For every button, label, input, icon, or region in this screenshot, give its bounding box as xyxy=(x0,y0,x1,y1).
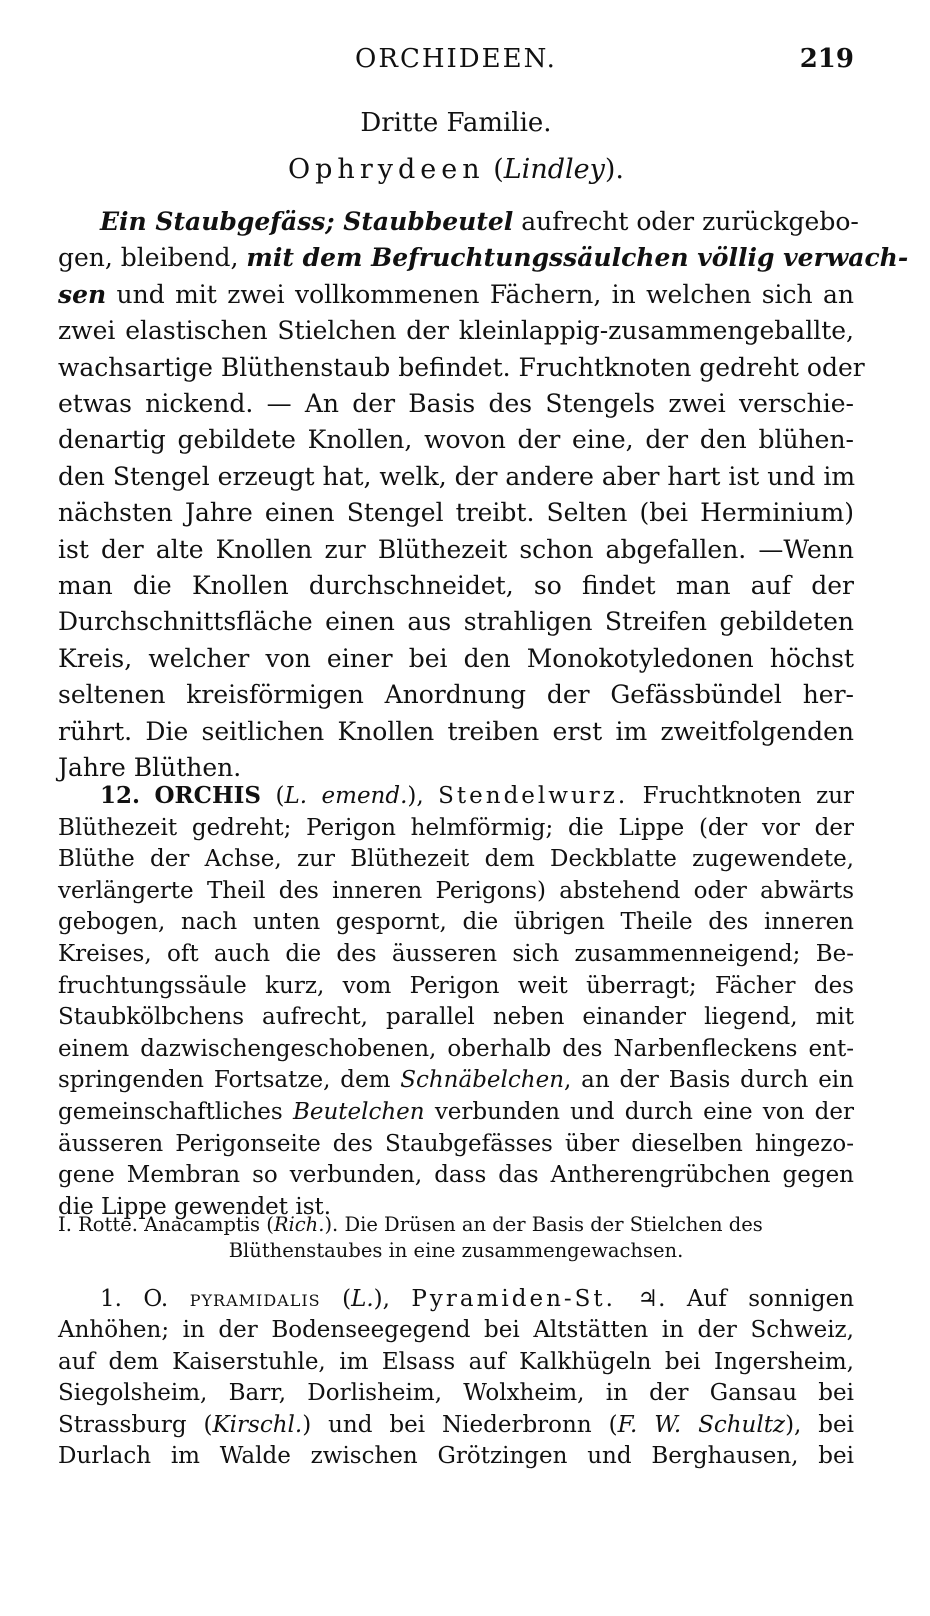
text-line: Blüthe der Achse, zur Blüthezeit dem Deckblatte zugewendete, xyxy=(58,846,854,873)
text-line: Kreis, welcher von einer bei den Monokotyledonen höchst xyxy=(58,643,854,673)
text-line: auf dem Kaiserstuhle, im Elsass auf Kalkhügeln bei Ingersheim, xyxy=(58,1348,854,1375)
text-line: Ein Staubgefäss; Staubbeutel aufrecht oder zurückgebo- xyxy=(100,207,859,236)
text-line: Durchschnittsfläche einen aus strahligen Streifen gebildeten xyxy=(58,607,854,637)
text-line: denartig gebildete Knollen, wovon der eine, der den blühen- xyxy=(58,425,854,455)
text-line: nächsten Jahre einen Stengel treibt. Selten (bei Herminium) xyxy=(58,498,854,528)
genus-vernacular: Stendelwurz. xyxy=(438,783,629,809)
text-line: Jahre Blüthen. xyxy=(58,753,242,783)
text-line: Blüthezeit gedreht; Perigon helmförmig; die Lippe (der vor der xyxy=(58,814,854,841)
text-line: gene Membran so verbunden, dass das Antherengrübchen gegen xyxy=(58,1162,854,1189)
text-line: verlängerte Theil des inneren Perigons) abstehend oder abwärts xyxy=(58,877,854,904)
text-line: die Lippe gewendet ist. xyxy=(58,1193,332,1220)
text-line: Durlach im Walde zwischen Grötzingen und Berghausen, bei xyxy=(58,1443,854,1470)
genus-authority: L. emend. xyxy=(284,783,408,809)
page-header xyxy=(58,44,854,84)
page-number: 219 xyxy=(799,44,854,74)
species-epithet: pyramidalis xyxy=(189,1286,321,1312)
text-line: gen, bleibend, mit dem Befruchtungssäulchen völlig verwach- xyxy=(58,243,909,273)
species-authority: L. xyxy=(351,1286,374,1312)
text-line: etwas nickend. — An der Basis des Stengels zwei verschie- xyxy=(58,389,854,419)
text-line: ist der alte Knollen zur Blüthezeit schon abgefallen. —Wenn xyxy=(58,534,854,564)
text-line: springenden Fortsatze, dem Schnäbelchen, an der Basis durch ein xyxy=(58,1067,854,1094)
text-line: den Stengel erzeugt hat, welk, der andere aber hart ist und im xyxy=(58,461,856,491)
rotte-line: I. Rotte. Anacamptis (Rich.). Die Drüsen an der Basis der Stielchen des xyxy=(58,1213,763,1236)
genus-heading-line: 12. ORCHIS (L. emend.), Stendelwurz. Fruchtknoten zur xyxy=(100,782,855,809)
running-title: ORCHIDEEN. xyxy=(355,44,557,74)
perennial-symbol: ♃. xyxy=(637,1286,666,1312)
text-line: zwei elastischen Stielchen der kleinlappig-zusammengeballte, xyxy=(58,316,854,346)
species-number: 1. O. xyxy=(100,1286,169,1312)
text-line: Anhöhen; in der Bodenseegegend bei Altstätten in der Schweiz, xyxy=(58,1317,854,1344)
genus-name: ORCHIS xyxy=(154,782,262,809)
family-description xyxy=(58,204,909,787)
species-vernacular: Pyramiden-St. xyxy=(411,1286,616,1312)
text-line: Kreises, oft auch die des äusseren sich zusammenneigend; Be- xyxy=(58,940,854,967)
text-line: äusseren Perigonseite des Staubgefässes über dieselben hingezo- xyxy=(58,1130,854,1157)
text-line: fruchtungssäule kurz, vom Perigon weit überragt; Fächer des xyxy=(58,972,854,999)
rotte-line: Blüthenstaubes in eine zusammengewachsen. xyxy=(228,1239,684,1262)
text-line: man die Knollen durchschneidet, so findet man auf der xyxy=(58,571,854,601)
genus-number: 12. xyxy=(100,782,141,809)
text-line: gemeinschaftliches Beutelchen verbunden und durch eine von der xyxy=(58,1098,854,1125)
rotte-authority: Rich. xyxy=(273,1213,325,1236)
text-line: einem dazwischengeschobenen, oberhalb des Narbenfleckens ent- xyxy=(58,1035,854,1062)
family-label: Dritte Familie. xyxy=(360,108,552,138)
rotte-name: Anacamptis xyxy=(144,1213,261,1236)
rotte-label: I. Rotte. xyxy=(58,1213,138,1236)
text-line: Staubkölbchens aufrecht, parallel neben einander liegend, mit xyxy=(58,1004,854,1031)
species-entry xyxy=(58,1284,854,1472)
text-line: rührt. Die seitlichen Knollen treiben erst im zweitfolgenden xyxy=(58,716,854,746)
family-authority: Lindley xyxy=(503,154,605,185)
text-line: sen und mit zwei vollkommenen Fächern, in welchen sich an xyxy=(58,279,854,309)
section-rotte xyxy=(58,1212,854,1264)
family-name: Ophrydeen xyxy=(288,154,485,185)
species-heading-line: 1. O. pyramidalis (L.), Pyramiden-St. ♃. Auf sonnigen xyxy=(100,1286,855,1312)
text-line: Siegolsheim, Barr, Dorlisheim, Wolxheim, in der Gansau bei xyxy=(58,1380,854,1407)
text-line: wachsartige Blüthenstaub befindet. Fruchtknoten gedreht oder xyxy=(58,352,865,382)
text-line: Strassburg (Kirschl.) und bei Niederbronn (F. W. Schultz), bei xyxy=(58,1411,854,1438)
family-title: Ophrydeen (Lindley). xyxy=(288,154,624,185)
text-line: gebogen, nach unten gespornt, die übrigen Theile des inneren xyxy=(58,909,854,936)
text-line: seltenen kreisförmigen Anordnung der Gefässbündel her- xyxy=(58,680,854,710)
genus-description xyxy=(58,780,854,1223)
